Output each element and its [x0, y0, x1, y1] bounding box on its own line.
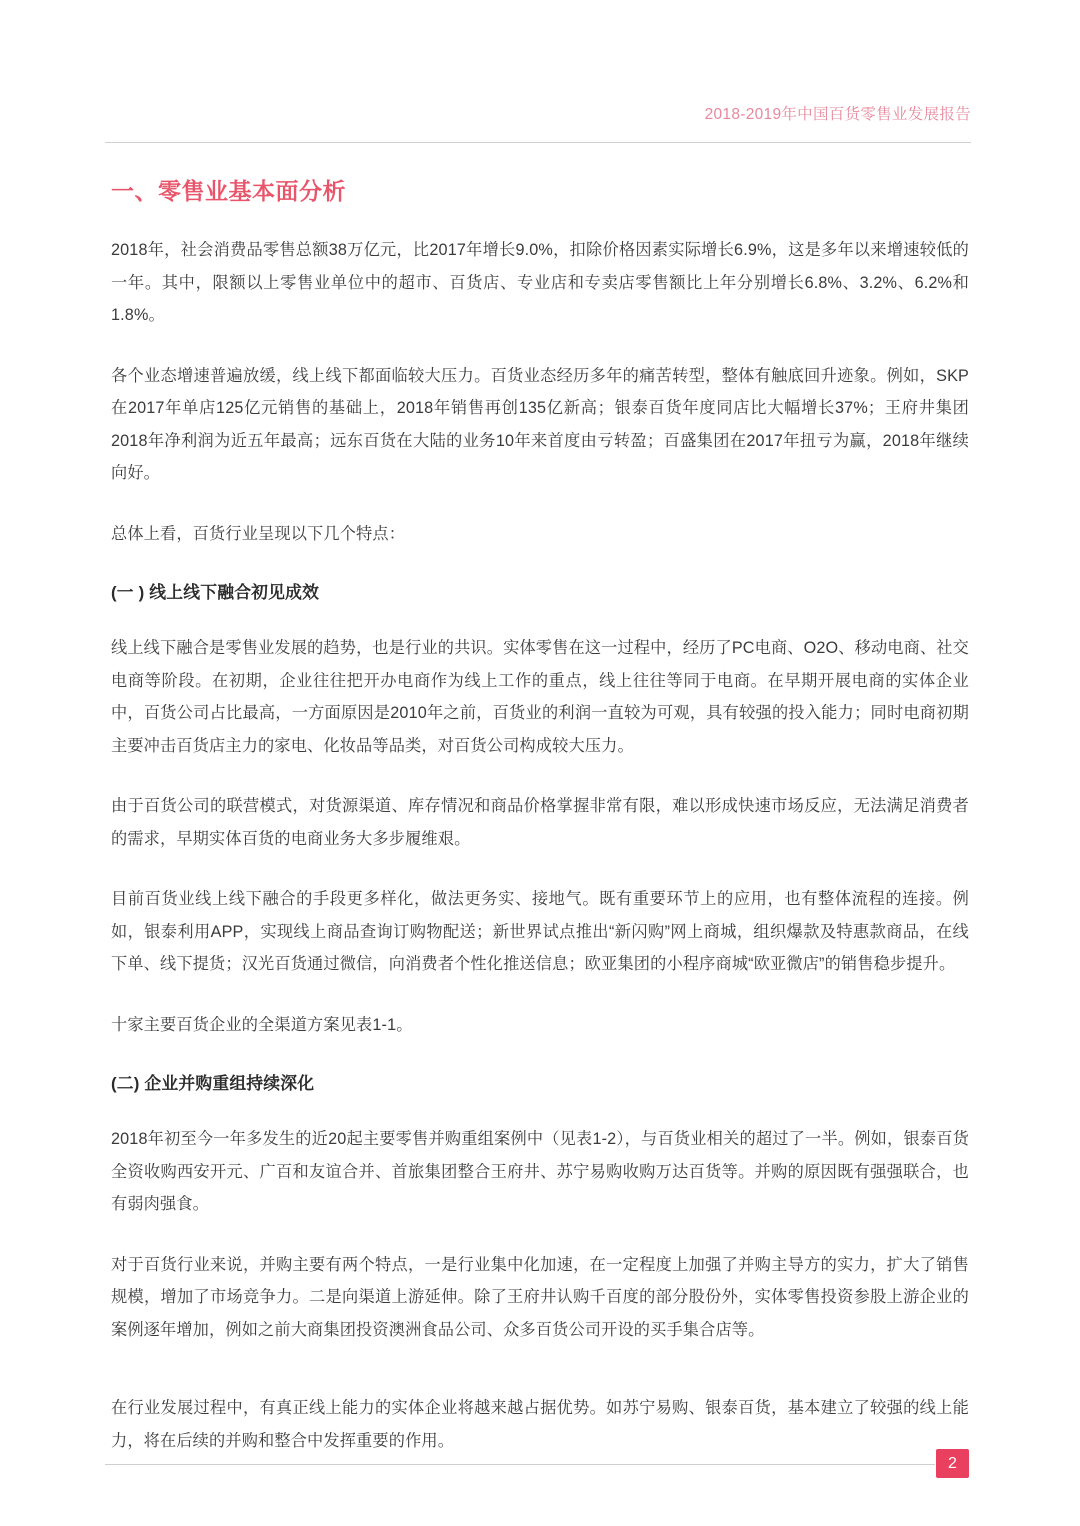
footer-divider — [105, 1464, 935, 1465]
paragraph-4: 线上线下融合是零售业发展的趋势，也是行业的共识。实体零售在这一过程中，经历了PC电商、O2O、移动电商、社交电商等阶段。在初期，企业往往把开办电商作为线上工作的重点，线上往往等同于电商。在早期开展电商的实体企业中，百货公司占比最高，一方面原因是2010年之前，百货业的利润一直较为可观，具有较强的投入能力；同时电商初期主要冲击百货店主力的家电、化妆品等品类，对百货公司构成较大压力。 — [111, 639, 969, 755]
page-number-badge: 2 — [936, 1449, 969, 1478]
paragraph-8: 2018年初至今一年多发生的近20起主要零售并购重组案例中（见表1-2），与百货业相关的超过了一半。例如，银泰百货全资收购西安开元、广百和友谊合并、首旅集团整合王府井、苏宁易购收购万达百货等。并购的原因既有强强联合，也有弱肉强食。 — [111, 1130, 969, 1213]
paragraph-spacer — [111, 1374, 969, 1392]
subheading-1: (一 ) 线上线下融合初见成效 — [111, 583, 320, 602]
page-header — [105, 104, 971, 126]
paragraph-7: 十家主要百货企业的全渠道方案见表1-1。 — [111, 1015, 413, 1034]
paragraph-6: 目前百货业线上线下融合的手段更多样化，做法更务实、接地气。既有重要环节上的应用，也有整体流程的连接。例如，银泰利用APP，实现线上商品查询订购物配送；新世界试点推出“新闪购”网上商城，组织爆款及特惠款商品，在线下单、线下提货；汉光百货通过微信，向消费者个性化推送信息；欧亚集团的小程序商城“欧亚微店”的销售稳步提升。 — [111, 890, 969, 973]
paragraph-1: 2018年，社会消费品零售总额38万亿元，比2017年增长9.0%，扣除价格因素实际增长6.9%，这是多年以来增速较低的一年。其中，限额以上零售业单位中的超市、百货店、专业店和专卖店零售额比上年分别增长6.8%、3.2%、6.2%和1.8%。 — [111, 241, 969, 324]
paragraph-2: 各个业态增速普遍放缓，线上线下都面临较大压力。百货业态经历多年的痛苦转型，整体有触底回升迹象。例如，SKP在2017年单店125亿元销售的基础上，2018年销售再创135亿新高；银泰百货年度同店比大幅增长37%；王府井集团2018年净利润为近五年最高；远东百货在大陆的业务10年来首度由亏转盈；百盛集团在2017年扭亏为赢，2018年继续向好。 — [111, 366, 969, 482]
paragraph-5: 由于百货公司的联营模式，对货源渠道、库存情况和商品价格掌握非常有限，难以形成快速市场反应，无法满足消费者的需求，早期实体百货的电商业务大多步履维艰。 — [111, 797, 969, 848]
document-content — [111, 174, 969, 1485]
subheading-2: (二) 企业并购重组持续深化 — [111, 1074, 315, 1093]
report-title: 2018-2019年中国百货零售业发展报告 — [704, 106, 971, 123]
paragraph-3: 总体上看，百货行业呈现以下几个特点： — [111, 524, 406, 543]
paragraph-9: 对于百货行业来说，并购主要有两个特点，一是行业集中化加速，在一定程度上加强了并购主导方的实力，扩大了销售规模，增加了市场竞争力。二是向渠道上游延伸。除了王府井认购千百度的部分股份外，实体零售投资参股上游企业的案例逐年增加，例如之前大商集团投资澳洲食品公司、众多百货公司开设的买手集合店等。 — [111, 1255, 969, 1339]
header-divider — [105, 142, 971, 143]
paragraph-10: 在行业发展过程中，有真正线上能力的实体企业将越来越占据优势。如苏宁易购、银泰百货，基本建立了较强的线上能力，将在后续的并购和整合中发挥重要的作用。 — [111, 1399, 969, 1450]
section-heading: 一、零售业基本面分析 — [111, 178, 346, 204]
